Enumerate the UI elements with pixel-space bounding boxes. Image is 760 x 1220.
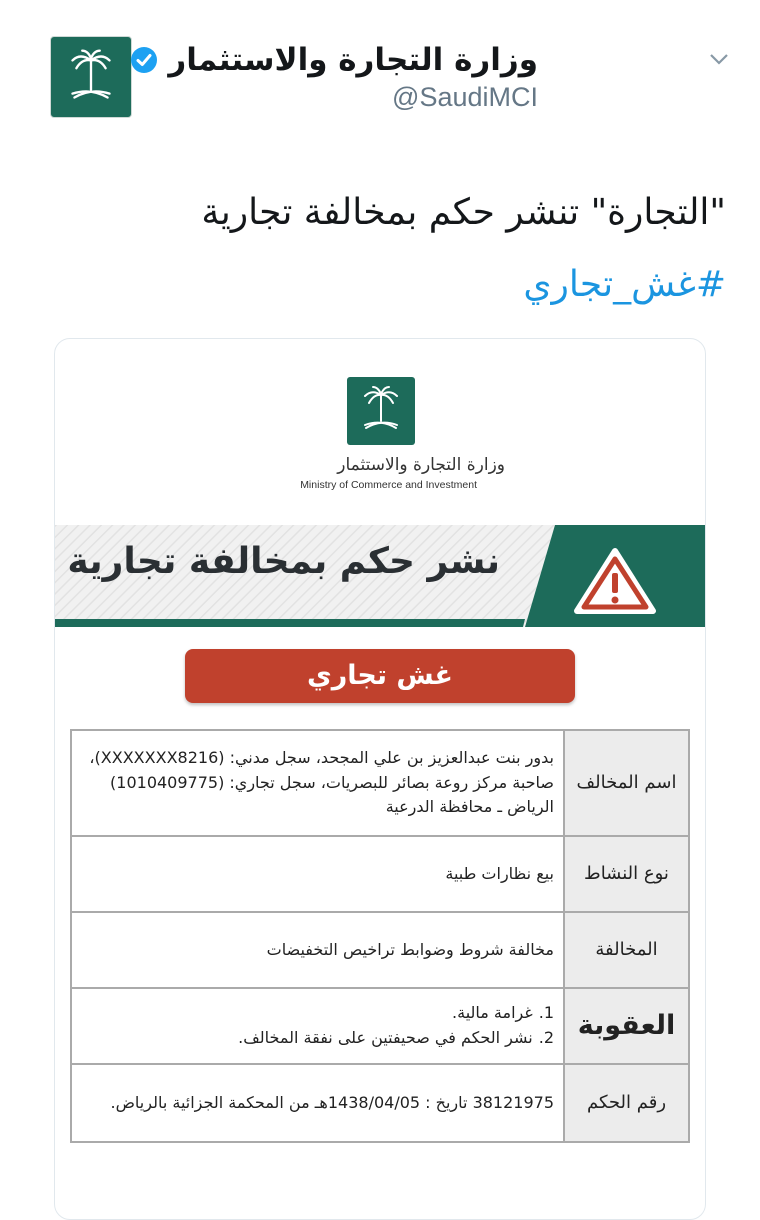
- table-row: [71, 1064, 689, 1142]
- ruling-value: 38121975 تاريخ : 1438/04/05هـ من المحكمة الجزائية بالرياض.: [71, 1064, 564, 1142]
- chevron-down-icon[interactable]: [706, 46, 732, 72]
- activity-label: نوع النشاط: [564, 836, 689, 912]
- user-handle[interactable]: @SaudiMCI: [392, 82, 538, 112]
- display-name[interactable]: وزارة التجارة والاستثمار: [168, 42, 538, 78]
- violation-type-badge: غش تجاري: [185, 649, 575, 703]
- penalty-item-number: 2.: [538, 1028, 554, 1047]
- ministry-name-arabic: وزارة التجارة والاستثمار: [337, 455, 505, 475]
- verified-badge-icon: [130, 46, 158, 74]
- penalty-value: [71, 988, 564, 1064]
- table-row: [71, 988, 689, 1064]
- table-row: [71, 836, 689, 912]
- penalty-item: [81, 1026, 554, 1051]
- palm-swords-logo-icon: [51, 37, 131, 117]
- ministry-name-english: Ministry of Commerce and Investment: [300, 479, 477, 491]
- avatar[interactable]: [50, 36, 132, 118]
- penalty-item-text: نشر الحكم في صحيفتين على نفقة المخالف.: [238, 1028, 533, 1047]
- activity-value: بيع نظارات طبية: [71, 836, 564, 912]
- penalty-item: [81, 1001, 554, 1026]
- tweet-text: "التجارة" تنشر حكم بمخالفة تجارية: [201, 192, 726, 233]
- palm-swords-logo-icon: [347, 377, 415, 445]
- violator-label: اسم المخالف: [564, 730, 689, 836]
- violation-label: المخالفة: [564, 912, 689, 988]
- penalty-item-number: 1.: [538, 1003, 554, 1023]
- violation-value: مخالفة شروط وضوابط تراخيص التخفيضات: [71, 912, 564, 988]
- penalty-label: العقوبة: [564, 988, 689, 1064]
- ruling-details-table: [70, 729, 690, 1143]
- tweet-media-card[interactable]: [54, 338, 706, 1220]
- violator-value: بدور بنت عبدالعزيز بن علي المجحد، سجل مدني: (XXXXXXX8216)، صاحبة مركز روعة بصائر للبصريات، سجل تجاري: (1010409775) الرياض ـ محافظة الدرعية: [71, 730, 564, 836]
- ministry-logo: [347, 377, 415, 445]
- penalty-item-text: غرامة مالية.: [452, 1003, 533, 1023]
- table-row: [71, 912, 689, 988]
- ruling-label: رقم الحكم: [564, 1064, 689, 1142]
- display-name-row[interactable]: [130, 38, 538, 82]
- hashtag-link[interactable]: #غش_تجاري: [523, 264, 726, 305]
- announcement-banner: [55, 525, 705, 627]
- banner-title: نشر حكم بمخالفة تجارية: [67, 541, 500, 582]
- table-row: [71, 730, 689, 836]
